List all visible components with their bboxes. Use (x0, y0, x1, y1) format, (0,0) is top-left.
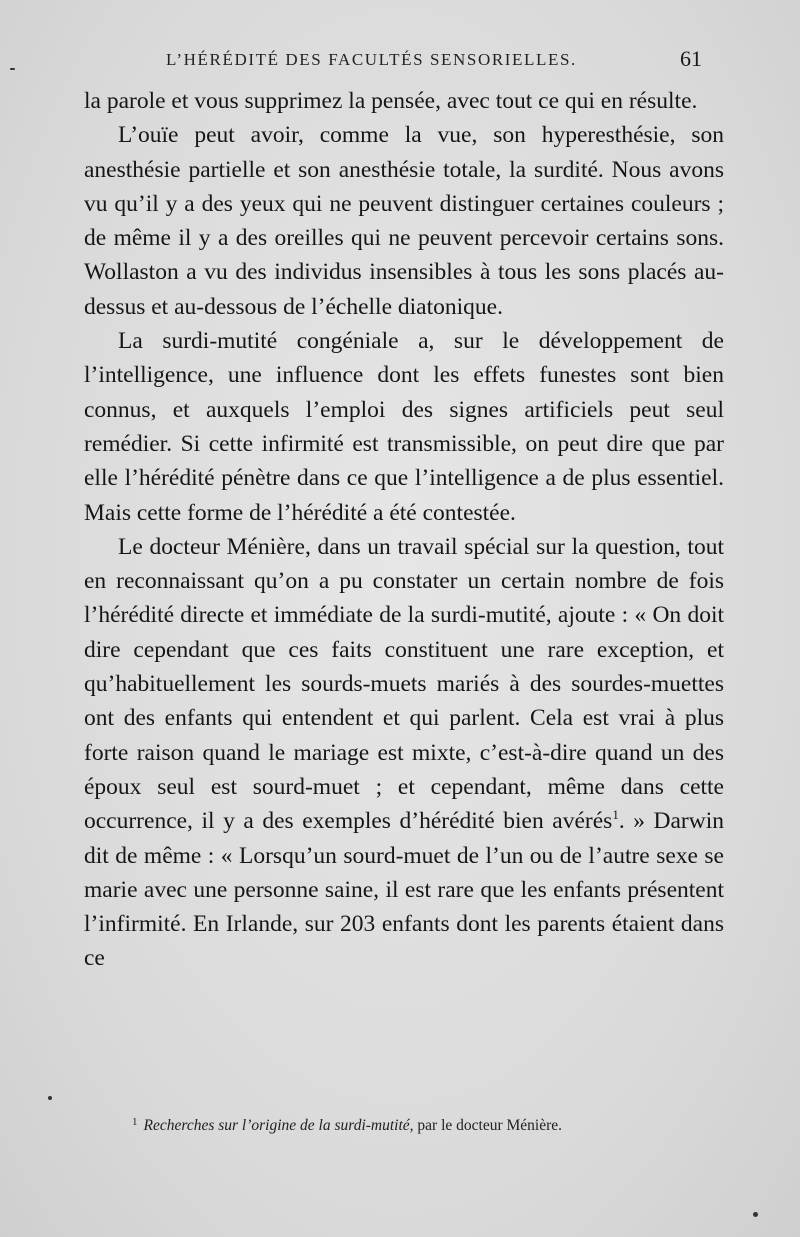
scan-speck (753, 1212, 758, 1217)
meniere-text-after-note: . » Darwin dit de même : « Lorsqu’un sourd-muet de l’un ou de l’autre sexe se marie avec une personne saine, il est rare que les enfants présentent l’infirmité. En Irlande, sur 203 enfants dont les parents étaient dans ce (84, 808, 724, 972)
footnote-author: par le docteur Ménière. (417, 1117, 563, 1134)
paragraph-hearing: L’ouïe peut avoir, comme la vue, son hyperesthésie, son anesthésie partielle et son anesthésie totale, la surdité. Nous avons vu qu’il y a des yeux qui ne peuvent distinguer certaines couleurs ; de même il y a des oreilles qui ne peuvent percevoir certains sons. Wollaston a vu des individus insensibles à tous les sons placés au-dessus et au-dessous de l’échelle diatonique. (84, 122, 724, 320)
footnote (132, 1116, 732, 1135)
running-title: L’HÉRÉDITÉ DES FACULTÉS SENSORIELLES. (166, 50, 577, 69)
footnote-title: Recherches sur l’origine de la surdi-mutité, (143, 1117, 414, 1134)
scan-speck (10, 68, 15, 70)
page-number: 61 (680, 46, 702, 71)
scan-speck (48, 1096, 52, 1100)
footnote-mark: 1 (132, 1116, 138, 1128)
meniere-text-before-note: Le docteur Ménière, dans un travail spécial sur la question, tout en reconnaissant qu’on a pu constater un certain nombre de fois l’hérédité directe et immédiate de la surdi-mutité, ajoute : « On doit dire cependant que ces faits constituent une rare exception, et qu’habituellement les sourds-muets mariés à des sourdes-muettes ont des enfants qui entendent et qui parlent. Cela est vrai à plus forte raison quand le mariage est mixte, c’est-à-dire quand un des époux seul est sourd-muet ; et cependant, même dans cette occurrence, il y a des exemples d’hérédité bien avérés (84, 533, 724, 835)
paragraph-meniere (84, 530, 724, 976)
running-header (84, 46, 724, 76)
paragraph-deaf-mutism: La surdi-mutité congéniale a, sur le développement de l’intelligence, une influence dont les effets funestes sont bien connus, et auxquels l’emploi des signes artificiels peut seul remédier. Si cette infirmité est transmissible, on peut dire que par elle l’hérédité pénètre dans ce que l’intelligence a de plus essentiel. Mais cette forme de l’hérédité a été contestée. (84, 328, 724, 526)
paragraph-continuation: la parole et vous supprimez la pensée, avec tout ce qui en résulte. (84, 88, 698, 114)
footnote-reference[interactable]: 1 (612, 807, 619, 823)
body-text (84, 84, 724, 976)
